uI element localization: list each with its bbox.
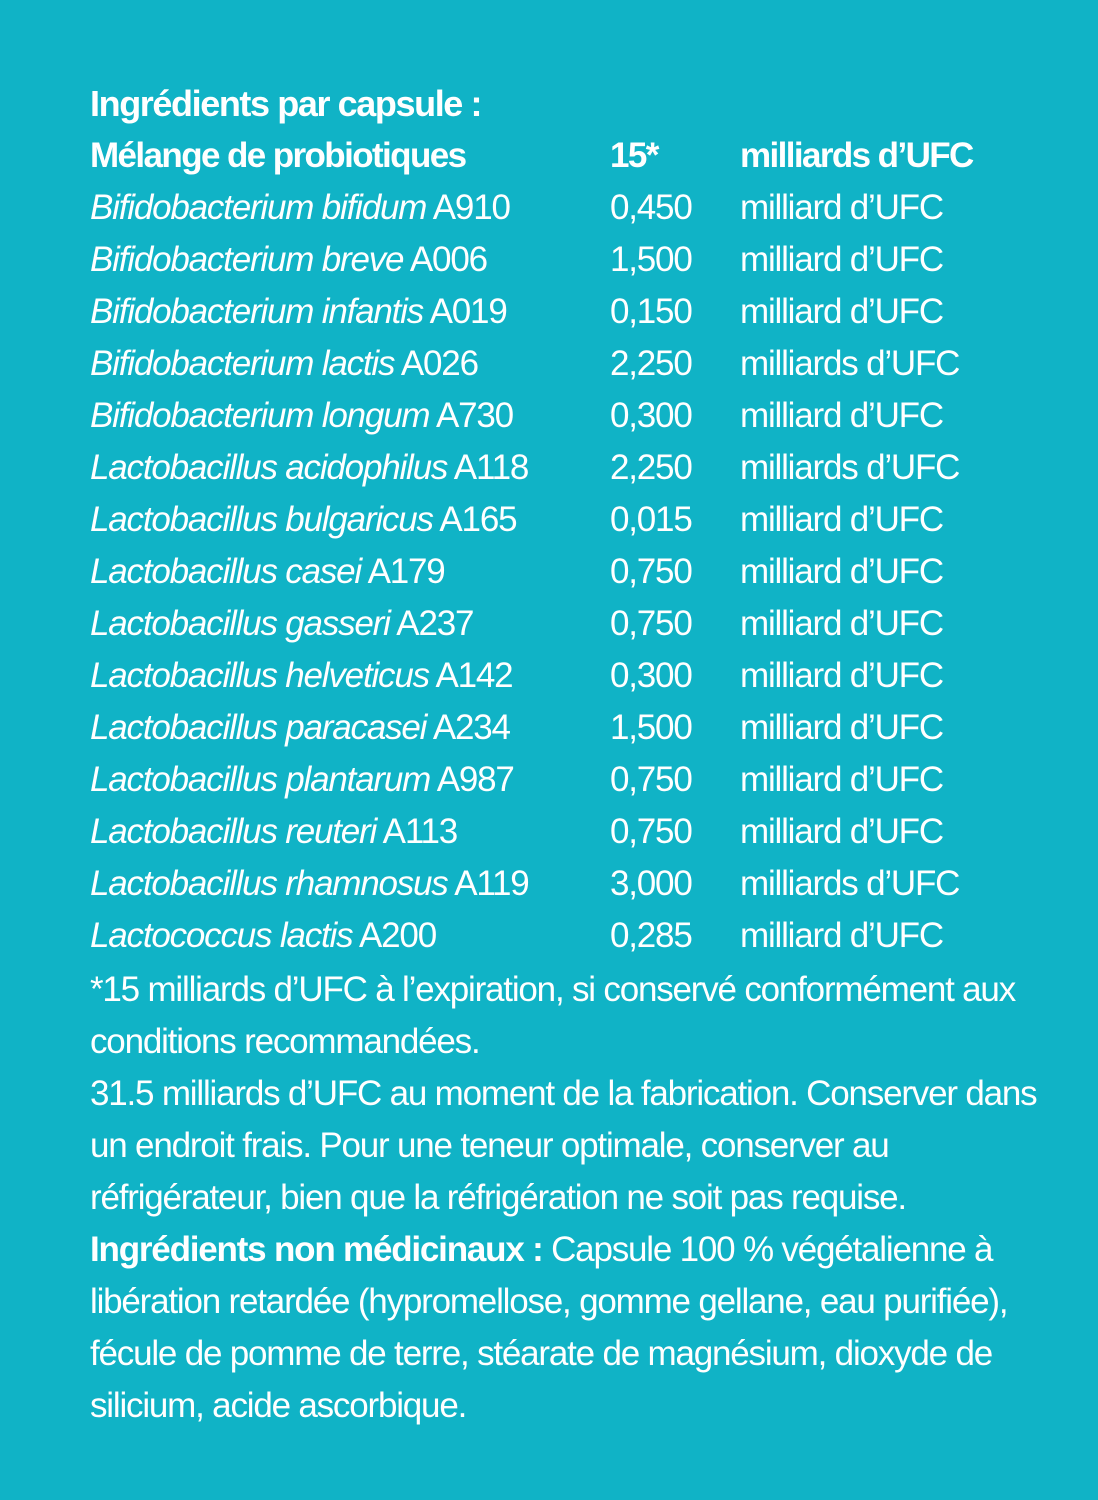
ingredient-name: [90, 702, 510, 754]
ingredient-strain: A026: [400, 344, 478, 383]
ingredient-amount: 1,500: [610, 708, 692, 747]
ingredient-row: [90, 182, 1040, 234]
ingredient-amount: 2,250: [610, 344, 692, 383]
ingredient-amount: 0,150: [610, 292, 692, 331]
ingredient-row: [90, 546, 1040, 598]
ingredient-unit: milliard d’UFC: [740, 292, 943, 331]
ingredient-species: Bifidobacterium longum: [90, 396, 430, 435]
probiotic-blend-row: [90, 130, 1040, 182]
ingredient-unit: milliard d’UFC: [740, 604, 943, 643]
ingredient-unit: milliard d’UFC: [740, 552, 943, 591]
footnote-expiration: *15 milliards d’UFC à l’expiration, si conservé conformément aux conditions recommandées.: [90, 970, 1015, 1061]
ingredient-strain: A142: [435, 656, 513, 695]
ingredient-row: [90, 702, 1040, 754]
footnote-storage: 31.5 milliards d’UFC au moment de la fabrication. Conserver dans un endroit frais. Pour une teneur optimale, conserver au réfrigérateur, bien que la réfrigération ne soit pas requise.: [90, 1074, 1037, 1217]
ingredient-species: Lactobacillus reuteri: [90, 812, 377, 851]
ingredient-strain: A019: [429, 292, 507, 331]
ingredient-unit: milliards d’UFC: [740, 864, 960, 903]
ingredient-unit: milliard d’UFC: [740, 708, 943, 747]
non-medicinal-ingredients: [90, 1224, 1040, 1432]
ingredient-strain: A200: [359, 916, 436, 955]
ingredient-strain: A910: [432, 188, 510, 227]
ingredient-unit: milliards d’UFC: [740, 344, 960, 383]
ingredient-row: [90, 650, 1040, 702]
ingredient-row: [90, 442, 1040, 494]
ingredient-unit: milliard d’UFC: [740, 396, 943, 435]
ingredient-name: [90, 546, 445, 598]
ingredient-unit: milliard d’UFC: [740, 656, 943, 695]
ingredient-name: [90, 234, 487, 286]
ingredient-strain: A006: [409, 240, 487, 279]
blend-name: Mélange de probiotiques: [90, 136, 466, 175]
ingredient-name: [90, 442, 528, 494]
ingredient-name: [90, 598, 473, 650]
ingredient-species: Lactobacillus acidophilus: [90, 448, 448, 487]
ingredient-strain: A179: [367, 552, 445, 591]
ingredient-amount: 0,300: [610, 396, 692, 435]
ingredient-species: Bifidobacterium breve: [90, 240, 404, 279]
ingredient-row: [90, 390, 1040, 442]
ingredient-species: Lactococcus lactis: [90, 916, 353, 955]
ingredient-list: [90, 182, 1040, 962]
ingredient-amount: 0,750: [610, 604, 692, 643]
ingredient-amount: 1,500: [610, 240, 692, 279]
ingredient-unit: milliards d’UFC: [740, 448, 960, 487]
ingredient-amount: 0,300: [610, 656, 692, 695]
ingredient-row: [90, 754, 1040, 806]
ingredient-amount: 0,015: [610, 500, 692, 539]
blend-amount: 15*: [610, 136, 658, 175]
ingredient-species: Lactobacillus gasseri: [90, 604, 390, 643]
ingredient-row: [90, 494, 1040, 546]
ingredient-amount: 0,750: [610, 760, 692, 799]
ingredient-amount: 2,250: [610, 448, 692, 487]
supplement-facts-panel: [90, 78, 1040, 1432]
ingredient-strain: A987: [436, 760, 514, 799]
ingredient-name: [90, 338, 478, 390]
ingredient-name: [90, 286, 507, 338]
ingredient-species: Lactobacillus rhamnosus: [90, 864, 448, 903]
ingredient-amount: 0,750: [610, 812, 692, 851]
ingredient-unit: milliard d’UFC: [740, 760, 943, 799]
ingredient-row: [90, 598, 1040, 650]
non-medicinal-heading: Ingrédients non médicinaux :: [90, 1230, 543, 1269]
ingredient-strain: A237: [396, 604, 474, 643]
ingredient-row: [90, 286, 1040, 338]
ingredient-species: Lactobacillus helveticus: [90, 656, 429, 695]
ingredient-amount: 3,000: [610, 864, 692, 903]
ingredient-strain: A234: [432, 708, 510, 747]
ingredient-strain: A165: [439, 500, 517, 539]
ingredient-name: [90, 494, 516, 546]
ingredient-strain: A113: [382, 812, 458, 851]
ingredient-name: [90, 910, 436, 962]
ingredient-name: [90, 806, 457, 858]
ingredient-name: [90, 858, 529, 910]
ingredient-row: [90, 910, 1040, 962]
ingredient-strain: A730: [435, 396, 513, 435]
non-medicinal-text: Capsule 100 % végétalienne à libération retardée (hypromellose, gomme gellane, eau purifiée), fécule de pomme de terre, stéarate de magnésium, dioxyde de silicium, acide ascorbique.: [90, 1230, 1008, 1425]
ingredient-amount: 0,750: [610, 552, 692, 591]
ingredient-unit: milliard d’UFC: [740, 188, 943, 227]
ingredient-species: Bifidobacterium bifidum: [90, 188, 427, 227]
blend-unit: milliards d’UFC: [740, 136, 973, 175]
ingredient-strain: A118: [453, 448, 529, 487]
ingredient-unit: milliard d’UFC: [740, 812, 943, 851]
ingredient-name: [90, 650, 512, 702]
ingredient-row: [90, 858, 1040, 910]
ingredient-row: [90, 338, 1040, 390]
ingredient-name: [90, 182, 510, 234]
ingredient-unit: milliard d’UFC: [740, 500, 943, 539]
ingredient-species: Lactobacillus bulgaricus: [90, 500, 433, 539]
ingredient-strain: A119: [454, 864, 529, 903]
ingredient-row: [90, 234, 1040, 286]
ingredients-title: Ingrédients par capsule :: [90, 83, 482, 124]
ingredient-species: Lactobacillus plantarum: [90, 760, 431, 799]
ingredient-name: [90, 754, 514, 806]
ingredient-name: [90, 390, 513, 442]
ingredient-species: Lactobacillus paracasei: [90, 708, 427, 747]
ingredient-species: Lactobacillus casei: [90, 552, 361, 591]
ingredient-amount: 0,285: [610, 916, 692, 955]
ingredient-unit: milliard d’UFC: [740, 916, 943, 955]
ingredient-amount: 0,450: [610, 188, 692, 227]
ingredient-species: Bifidobacterium lactis: [90, 344, 395, 383]
ingredient-species: Bifidobacterium infantis: [90, 292, 424, 331]
ingredient-row: [90, 806, 1040, 858]
ingredient-unit: milliard d’UFC: [740, 240, 943, 279]
